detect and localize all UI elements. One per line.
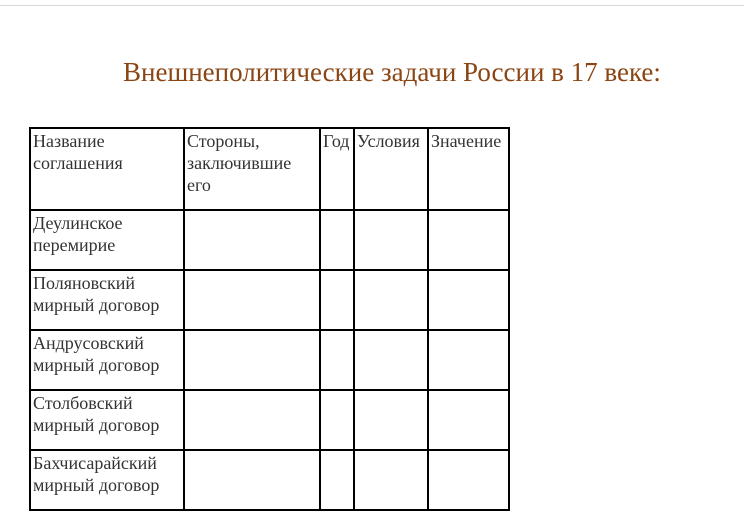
cell-parties[interactable]	[184, 390, 320, 450]
table-row	[30, 450, 509, 510]
cell-year[interactable]	[320, 390, 354, 450]
table-row	[30, 270, 509, 330]
agreements-table	[29, 127, 510, 511]
cell-parties[interactable]	[184, 450, 320, 510]
header-significance: Значение	[428, 128, 509, 210]
cell-agreement-name: Столбовский мирный договор	[30, 390, 184, 450]
table-row	[30, 210, 509, 270]
cell-conditions[interactable]	[354, 450, 428, 510]
table-row	[30, 330, 509, 390]
cell-year[interactable]	[320, 450, 354, 510]
cell-year[interactable]	[320, 210, 354, 270]
cell-year[interactable]	[320, 330, 354, 390]
cell-conditions[interactable]	[354, 330, 428, 390]
cell-significance[interactable]	[428, 210, 509, 270]
table-row	[30, 390, 509, 450]
cell-significance[interactable]	[428, 270, 509, 330]
table-header-row	[30, 128, 509, 210]
cell-significance[interactable]	[428, 330, 509, 390]
cell-conditions[interactable]	[354, 210, 428, 270]
cell-agreement-name: Поляновский мирный договор	[30, 270, 184, 330]
top-divider	[0, 5, 744, 6]
cell-parties[interactable]	[184, 270, 320, 330]
cell-conditions[interactable]	[354, 390, 428, 450]
slide-title: Внешнеполитические задачи России в 17 веке:	[123, 57, 661, 87]
header-agreement-name: Название соглашения	[30, 128, 184, 210]
cell-conditions[interactable]	[354, 270, 428, 330]
cell-significance[interactable]	[428, 450, 509, 510]
cell-parties[interactable]	[184, 210, 320, 270]
cell-parties[interactable]	[184, 330, 320, 390]
header-year: Год	[320, 128, 354, 210]
cell-agreement-name: Андрусовский мирный договор	[30, 330, 184, 390]
cell-year[interactable]	[320, 270, 354, 330]
header-conditions: Условия	[354, 128, 428, 210]
cell-significance[interactable]	[428, 390, 509, 450]
cell-agreement-name: Бахчисарайский мирный договор	[30, 450, 184, 510]
cell-agreement-name: Деулинское перемирие	[30, 210, 184, 270]
header-parties: Стороны, заключившие его	[184, 128, 320, 210]
